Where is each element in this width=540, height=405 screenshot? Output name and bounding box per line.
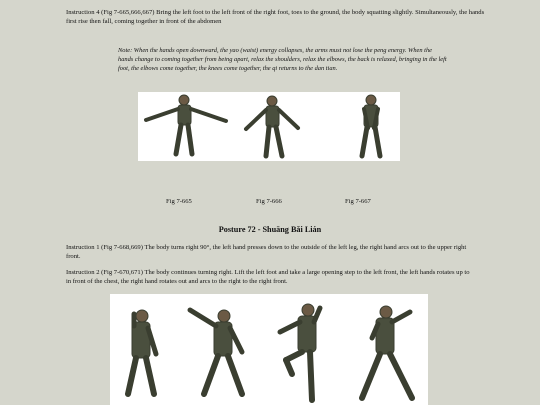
figure-7-668-person xyxy=(128,310,156,394)
caption-fig-7-667: Fig 7-667 xyxy=(345,198,371,205)
figure-photo-group-2 xyxy=(110,294,428,405)
figure-photo-group-1 xyxy=(138,92,400,161)
instruction-4-text: Instruction 4 (Fig 7-665,666,667) Bring the left foot to the left front of the right foot, toes to the ground, the body squatting slightly. Simultaneously, the hands first rise then fall, coming together in front of the abdomen xyxy=(66,9,485,25)
figure-7-671-person xyxy=(362,306,412,398)
figure-7-669-person xyxy=(190,310,242,394)
figure-7-666-person xyxy=(246,96,298,156)
instruction-note: Note: When the hands open downward, the yao (waist) energy collapses, the arms must not lose the peng energy. When the hands change to coming together from being apart, relax the shoulders, relax the elbows, the back is relaxed, bringing in the left foot, the elbows come together, the knees come together, the qi returns to the dan tian. xyxy=(118,47,447,73)
caption-fig-7-666: Fig 7-666 xyxy=(256,198,282,205)
instruction-1-text: Instruction 1 (Fig 7-668,669) The body turns right 90°, the left hand presses down to the outside of the left leg, the right hand arcs out to the upper right front. xyxy=(66,244,467,260)
caption-fig-7-665: Fig 7-665 xyxy=(166,198,192,205)
posture-heading: Posture 72 - Shuāng Bǎi Lián xyxy=(218,225,322,234)
figure-7-670-person xyxy=(280,304,320,400)
figure-7-665-person xyxy=(146,95,226,154)
figure-7-667-person xyxy=(362,95,380,156)
instruction-2-text: Instruction 2 (Fig 7-670,671) The body continues turning right. Lift the left foot and take a large opening step to the left front, the left hands rotates up to in front of the chest, the right hand rotates out and arcs to the right to the right front. xyxy=(66,269,470,285)
